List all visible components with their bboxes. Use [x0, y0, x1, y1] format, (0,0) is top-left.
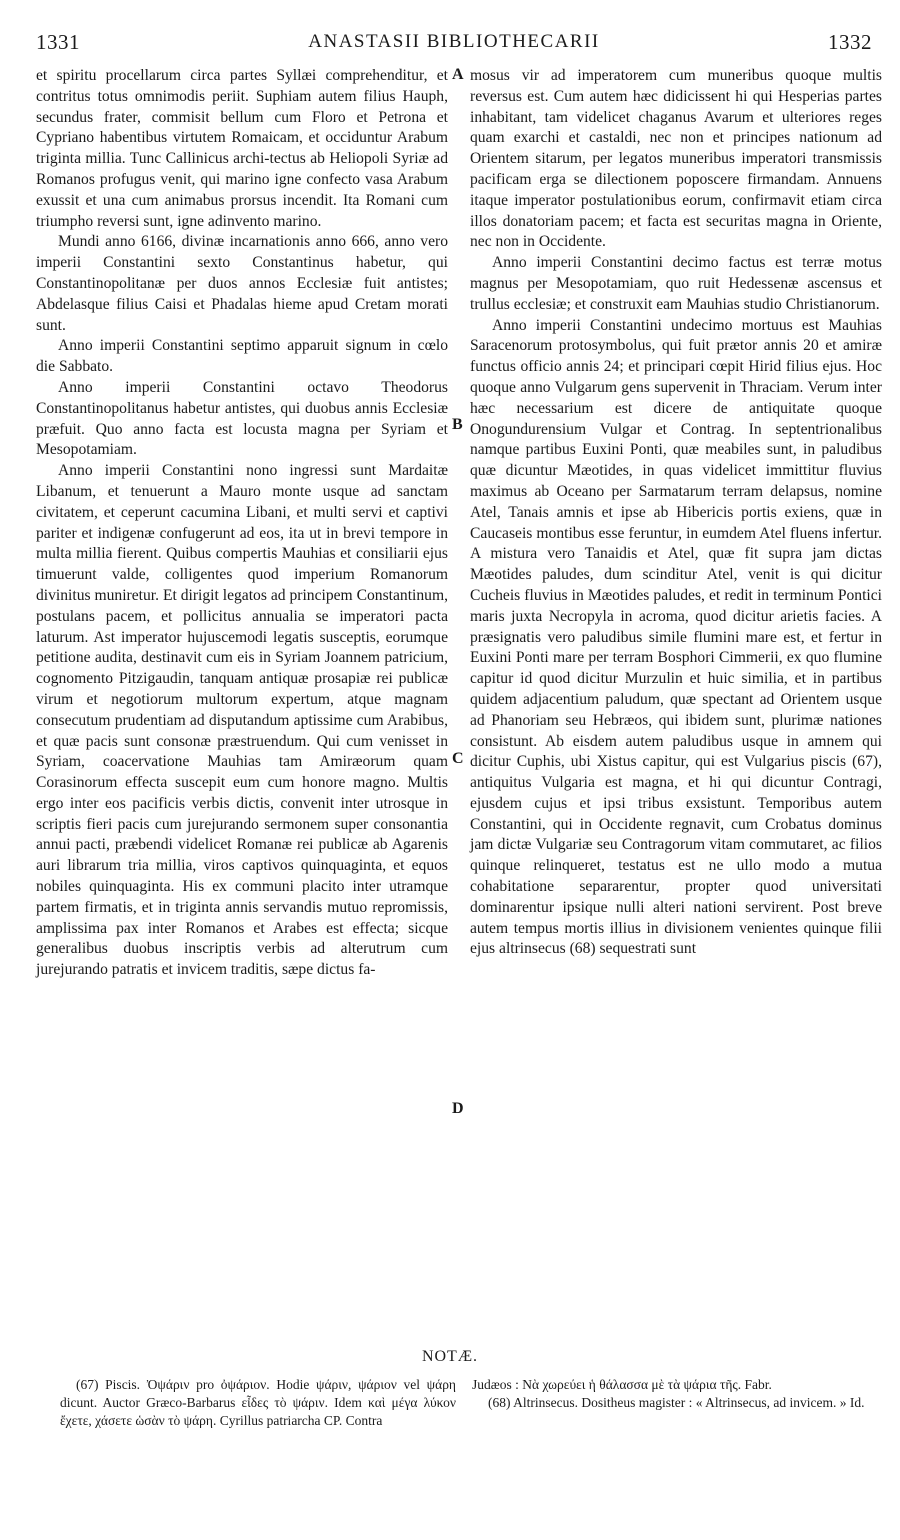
right-column: [470, 66, 882, 960]
paragraph: Mundi anno 6166, divinæ incarnationis anno 666, anno vero imperii Constantini sexto Constantinus habetur, qui Constantinopolitanæ per duos annos Ecclesiæ fuit antistes; Abdelasque filius Caisi et Phadalas hieme apud Cretam morati sunt.: [36, 233, 448, 334]
footnote: (68) Altrinsecus. Dositheus magister : « Altrinsecus, ad invicem. » Id.: [488, 1395, 865, 1410]
left-column: [36, 66, 448, 981]
paragraph: mosus vir ad imperatorem cum muneribus quoque multis reversus est. Cum autem hæc didicissent hi qui Hesperias partes inhabitant, tam videlicet chaganus Avarum et ulteriores reges quam exarchi et castaldi, nec non et principes nationum ad Orientem sitarum, per legatos muneribus imperatori transmissis pacificam erga se dilectionem poposcere firmandam. Annuens itaque imperator postulationibus eorum, confirmavit etiam circa illos donatoriam pacem; et facta est securitas magna in Oriente, nec non in Occidente.: [470, 67, 882, 251]
footnote-continuation: Judæos : Νὰ χωρεύει ἡ θάλασσα μὲ τὰ ψάρια τῆς. Fabr.: [472, 1377, 772, 1392]
margin-marker-c: C: [452, 750, 464, 767]
running-title: ANASTASII BIBLIOTHECARII: [308, 31, 600, 52]
notes-title: NOTÆ.: [421, 1348, 479, 1365]
margin-marker-a: A: [452, 66, 464, 83]
footnotes-left: [60, 1376, 456, 1430]
paragraph: Anno imperii Constantini decimo factus est terræ motus magnus per Mesopotamiam, quo ruit Hedessenæ ascensus et trullus ecclesiæ; et construxit eam Mauhias studio Christianorum.: [470, 254, 882, 313]
margin-marker-d: D: [452, 1100, 464, 1117]
margin-marker-b: B: [452, 416, 463, 433]
paragraph: Anno imperii Constantini octavo Theodorus Constantinopolitanus habetur antistes, qui duobus annis Ecclesiæ præfuit. Quo anno facta est locusta magna per Syriam et Mesopotamiam.: [36, 378, 448, 459]
running-header: [36, 30, 872, 64]
page-number-left: 1331: [36, 30, 80, 54]
paragraph: et spiritu procellarum circa partes Syllæi comprehenditur, et contritus totus omnimodis periit. Suphiam autem filius Hauph, secundus frater, commisit bellum cum Floro et Petrona et Cypriano habentibus virtutem Romaicam, et occiduntur Arabum triginta millia. Tunc Callinicus archi-tectus ab Heliopoli Syriæ ad Romanos profugus venit, qui marino igne confecto vasa Arabum exussit et una cum animabus prorsus incendit. Ita Romani cum triumpho reversi sunt, igne adinvento marino.: [36, 67, 448, 230]
paragraph: Anno imperii Constantini nono ingressi sunt Mardaitæ Libanum, et tenuerunt a Mauro monte usque ad sanctam civitatem, et ceperunt cacumina Libani, et multi servi et captivi pariter et indigenæ confugerunt ad eos, ita ut in brevi tempore in multa millia fierent. Quibus compertis Mauhias et consiliarii ejus timuerunt valde, colligentes quod imperium Romanorum divinitus muniretur. Et dirigit legatos ad principem Constantinum, postulans pacem, et pollicitus annualia se imperatori pacta laturum. Ast imperator hujuscemodi legatis susceptis, eorumque petitione audita, destinavit cum eis in Syriam Joannem patricium, cognomento Pitzigaudin, tanquam antiquæ prosapiæ rei publicæ virum et negotiorum multorum expertum, atque magnam consecutum prudentiam ad disputandum aptissime cum Arabibus, et quæ pacis sunt consonæ præstruendum. Qui cum venisset in Syriam, coacervatione Mauhias tam Amiræorum quam Corasinorum effecta suscepit eum cum honore magno. Multis ergo inter eos pacificis verbis dictis, convenit inter utrosque in scriptis fieri pacis cum jurejurando sermonem super consonantia annui pacti, præbendi videlicet Romanæ rei publicæ ab Agarenis auri librarum tria millia, viros captivos quinquaginta, et equos nobiles quinquaginta. His ex communi placito inter utramque partem firmatis, et in triginta annis servandis mutuo repromissis, amplissima pax inter Romanos et Arabes est effecta; sicque generalibus duobus inscriptis verbis ad alterutrum cum jurejurando patratis et invicem traditis, sæpe dictus fa-: [36, 462, 448, 979]
paragraph: Anno imperii Constantini undecimo mortuus est Mauhias Saracenorum protosymbolus, qui fuit prætor annis 20 et amiræ functus officio annis 24; et principari cœpit Hirid filius ejus. Hoc quoque anno Vulgarum gens supervenit in Thraciam. Verum inter hæc necessarium est dicere de antiquitate quoque Onogundurensium Vulgar et Contrag. In septentrionalibus namque partibus Euxini Ponti, quæ meabiles sunt, in paludibus quæ dicuntur Mæotides, in quas videlicet immittitur fluvius maximus ab Oceano per Sarmatarum terram delapsus, nomine Atel, Tanais amnis et ipse ab Hibericis portis exiens, quæ in Caucaseis montibus esse feruntur, in eumdem Atel fluens infertur. A mistura vero Tanaidis et Atel, quæ fit supra jam dictas Mæotides paludes, dum scinditur Atel, venit is qui dicitur Cucheis fluvius in Mæotides paludes, et redit in terminum Pontici maris juxta Necropyla in acroma, quod dicitur arietis facies. A præsignatis vero paludibus simile flumini mare est, et fertur in Euxini Ponti mare per terram Bosphori Cimmerii, ex quo flumine capitur id quod dicitur Murzulin et huic similia, et in partibus quidem adjacentium paludum, quæ spectant ad Orientem usque ad Phanoriam seu Hebræos, qui ibidem sunt, plurimæ nationes consistunt. Ab eisdem autem paludibus usque in amnem qui dicitur Cuphis, ubi Xistus capitur, qui est Vulgarius piscis (67), antiquitus Vulgaria est magna, et hi qui dicuntur Contragi, ejusdem cujus et ipsi tribus exsistunt. Temporibus autem Constantini, qui in Occidente regnavit, cum Crobatus dominus jam dictæ Vulgariæ seu Contragorum vitam commutaret, ac filios quinque relinqueret, testatus est ne ullo modo a mutua cohabitatione separarentur, propter quod universitati dominarentur ipsique nulli alteri nationi servirent. Post breve autem tempus mortis illius in divisionem venientes quinque filii ejus altrinsecus (68) sequestrati sunt: [470, 316, 882, 958]
footnotes-right: [472, 1376, 876, 1412]
page-number-right: 1332: [828, 30, 872, 54]
paragraph: Anno imperii Constantini septimo apparuit signum in cœlo die Sabbato.: [36, 337, 448, 376]
footnote: (67) Piscis. Ὀψάριν pro ὀψάριον. Hodie ψάριν, ψάριον vel ψάρη dicunt. Auctor Græco-Barbarus εἶδες τὸ ψάριν. Idem καὶ μέγα λύκον ἔχετε, χάσετε ὡσὰν τὸ ψάρη. Cyrillus patriarcha CP. Contra: [60, 1377, 456, 1428]
